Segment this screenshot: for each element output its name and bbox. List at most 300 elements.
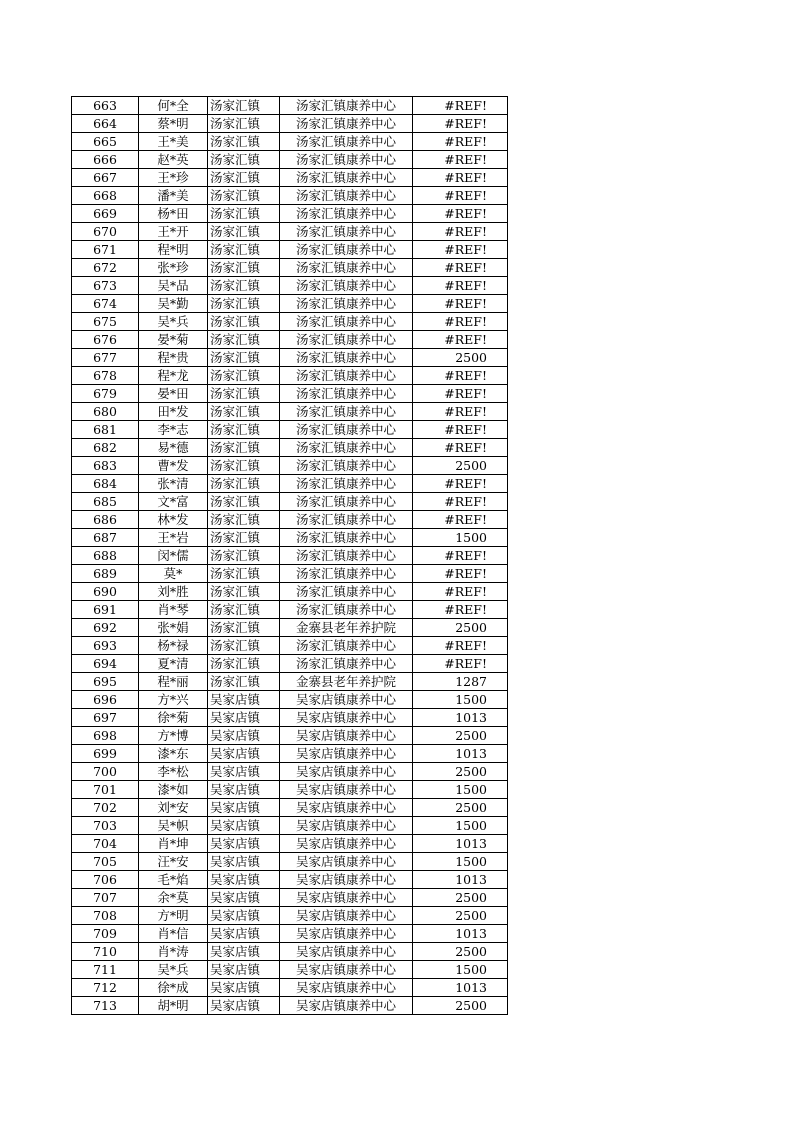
row-number-cell: 707 — [72, 889, 139, 907]
town-cell: 汤家汇镇 — [208, 475, 280, 493]
row-number-cell: 709 — [72, 925, 139, 943]
table-row — [72, 637, 508, 655]
row-number-cell: 695 — [72, 673, 139, 691]
row-number-cell: 696 — [72, 691, 139, 709]
institution-cell: 汤家汇镇康养中心 — [280, 277, 413, 295]
row-number-cell: 668 — [72, 187, 139, 205]
name-cell: 肖*坤 — [139, 835, 208, 853]
amount-cell: #REF! — [413, 115, 508, 133]
amount-cell: 1013 — [413, 745, 508, 763]
name-cell: 吴*勤 — [139, 295, 208, 313]
amount-cell: 2500 — [413, 619, 508, 637]
table-row — [72, 583, 508, 601]
row-number-cell: 704 — [72, 835, 139, 853]
name-cell: 张*清 — [139, 475, 208, 493]
town-cell: 汤家汇镇 — [208, 205, 280, 223]
amount-cell: #REF! — [413, 439, 508, 457]
institution-cell: 汤家汇镇康养中心 — [280, 655, 413, 673]
amount-cell: #REF! — [413, 223, 508, 241]
table-row — [72, 475, 508, 493]
row-number-cell: 673 — [72, 277, 139, 295]
town-cell: 汤家汇镇 — [208, 223, 280, 241]
name-cell: 王*珍 — [139, 169, 208, 187]
amount-cell: #REF! — [413, 295, 508, 313]
row-number-cell: 680 — [72, 403, 139, 421]
name-cell: 文*富 — [139, 493, 208, 511]
row-number-cell: 691 — [72, 601, 139, 619]
table-row — [72, 673, 508, 691]
row-number-cell: 703 — [72, 817, 139, 835]
amount-cell: 1500 — [413, 961, 508, 979]
table-row — [72, 853, 508, 871]
row-number-cell: 712 — [72, 979, 139, 997]
table-row — [72, 187, 508, 205]
name-cell: 刘*安 — [139, 799, 208, 817]
institution-cell: 汤家汇镇康养中心 — [280, 385, 413, 403]
name-cell: 潘*美 — [139, 187, 208, 205]
amount-cell: 1013 — [413, 835, 508, 853]
name-cell: 易*德 — [139, 439, 208, 457]
row-number-cell: 669 — [72, 205, 139, 223]
town-cell: 汤家汇镇 — [208, 385, 280, 403]
institution-cell: 汤家汇镇康养中心 — [280, 457, 413, 475]
data-table — [71, 96, 508, 1015]
name-cell: 程*龙 — [139, 367, 208, 385]
institution-cell: 吴家店镇康养中心 — [280, 763, 413, 781]
table-row — [72, 691, 508, 709]
institution-cell: 汤家汇镇康养中心 — [280, 421, 413, 439]
institution-cell: 吴家店镇康养中心 — [280, 871, 413, 889]
table-row — [72, 115, 508, 133]
table-row — [72, 403, 508, 421]
table-row — [72, 871, 508, 889]
row-number-cell: 699 — [72, 745, 139, 763]
row-number-cell: 685 — [72, 493, 139, 511]
name-cell: 吴*兵 — [139, 313, 208, 331]
town-cell: 汤家汇镇 — [208, 133, 280, 151]
town-cell: 汤家汇镇 — [208, 277, 280, 295]
town-cell: 吴家店镇 — [208, 997, 280, 1015]
institution-cell: 汤家汇镇康养中心 — [280, 313, 413, 331]
town-cell: 汤家汇镇 — [208, 529, 280, 547]
town-cell: 汤家汇镇 — [208, 637, 280, 655]
name-cell: 余*莫 — [139, 889, 208, 907]
name-cell: 吴*帜 — [139, 817, 208, 835]
name-cell: 曹*发 — [139, 457, 208, 475]
amount-cell: #REF! — [413, 169, 508, 187]
row-number-cell: 684 — [72, 475, 139, 493]
institution-cell: 汤家汇镇康养中心 — [280, 259, 413, 277]
institution-cell: 吴家店镇康养中心 — [280, 709, 413, 727]
name-cell: 李*志 — [139, 421, 208, 439]
town-cell: 吴家店镇 — [208, 709, 280, 727]
row-number-cell: 674 — [72, 295, 139, 313]
town-cell: 汤家汇镇 — [208, 493, 280, 511]
town-cell: 汤家汇镇 — [208, 367, 280, 385]
institution-cell: 汤家汇镇康养中心 — [280, 439, 413, 457]
amount-cell: #REF! — [413, 403, 508, 421]
amount-cell: 1013 — [413, 925, 508, 943]
town-cell: 汤家汇镇 — [208, 295, 280, 313]
institution-cell: 吴家店镇康养中心 — [280, 835, 413, 853]
amount-cell: #REF! — [413, 367, 508, 385]
table-row — [72, 547, 508, 565]
table-body — [72, 97, 508, 1015]
town-cell: 吴家店镇 — [208, 979, 280, 997]
name-cell: 杨*田 — [139, 205, 208, 223]
institution-cell: 汤家汇镇康养中心 — [280, 241, 413, 259]
institution-cell: 吴家店镇康养中心 — [280, 781, 413, 799]
row-number-cell: 664 — [72, 115, 139, 133]
row-number-cell: 666 — [72, 151, 139, 169]
amount-cell: #REF! — [413, 655, 508, 673]
amount-cell: 1013 — [413, 709, 508, 727]
town-cell: 汤家汇镇 — [208, 547, 280, 565]
table-row — [72, 835, 508, 853]
institution-cell: 汤家汇镇康养中心 — [280, 493, 413, 511]
amount-cell: 2500 — [413, 763, 508, 781]
institution-cell: 汤家汇镇康养中心 — [280, 565, 413, 583]
amount-cell: 2500 — [413, 349, 508, 367]
table-row — [72, 763, 508, 781]
name-cell: 肖*信 — [139, 925, 208, 943]
table-row — [72, 133, 508, 151]
name-cell: 李*松 — [139, 763, 208, 781]
institution-cell: 汤家汇镇康养中心 — [280, 349, 413, 367]
name-cell: 程*明 — [139, 241, 208, 259]
amount-cell: 2500 — [413, 997, 508, 1015]
name-cell: 莫* — [139, 565, 208, 583]
amount-cell: #REF! — [413, 511, 508, 529]
table-row — [72, 565, 508, 583]
town-cell: 汤家汇镇 — [208, 187, 280, 205]
row-number-cell: 665 — [72, 133, 139, 151]
row-number-cell: 688 — [72, 547, 139, 565]
name-cell: 林*发 — [139, 511, 208, 529]
name-cell: 肖*琴 — [139, 601, 208, 619]
town-cell: 汤家汇镇 — [208, 313, 280, 331]
table-row — [72, 169, 508, 187]
name-cell: 田*发 — [139, 403, 208, 421]
town-cell: 汤家汇镇 — [208, 457, 280, 475]
row-number-cell: 686 — [72, 511, 139, 529]
institution-cell: 金寨县老年养护院 — [280, 673, 413, 691]
amount-cell: 2500 — [413, 907, 508, 925]
institution-cell: 吴家店镇康养中心 — [280, 943, 413, 961]
amount-cell: #REF! — [413, 97, 508, 115]
table-row — [72, 781, 508, 799]
town-cell: 汤家汇镇 — [208, 655, 280, 673]
name-cell: 王*美 — [139, 133, 208, 151]
amount-cell: 1500 — [413, 529, 508, 547]
row-number-cell: 670 — [72, 223, 139, 241]
table-row — [72, 799, 508, 817]
amount-cell: #REF! — [413, 259, 508, 277]
row-number-cell: 698 — [72, 727, 139, 745]
row-number-cell: 710 — [72, 943, 139, 961]
table-row — [72, 367, 508, 385]
institution-cell: 汤家汇镇康养中心 — [280, 295, 413, 313]
amount-cell: #REF! — [413, 151, 508, 169]
table-row — [72, 619, 508, 637]
town-cell: 汤家汇镇 — [208, 241, 280, 259]
table-row — [72, 529, 508, 547]
amount-cell: 1013 — [413, 979, 508, 997]
table-row — [72, 943, 508, 961]
name-cell: 夏*清 — [139, 655, 208, 673]
row-number-cell: 689 — [72, 565, 139, 583]
town-cell: 吴家店镇 — [208, 799, 280, 817]
row-number-cell: 667 — [72, 169, 139, 187]
name-cell: 方*博 — [139, 727, 208, 745]
amount-cell: #REF! — [413, 187, 508, 205]
row-number-cell: 681 — [72, 421, 139, 439]
name-cell: 漆*东 — [139, 745, 208, 763]
name-cell: 何*全 — [139, 97, 208, 115]
town-cell: 汤家汇镇 — [208, 565, 280, 583]
table-row — [72, 421, 508, 439]
institution-cell: 吴家店镇康养中心 — [280, 925, 413, 943]
name-cell: 吴*兵 — [139, 961, 208, 979]
amount-cell: #REF! — [413, 313, 508, 331]
town-cell: 汤家汇镇 — [208, 601, 280, 619]
row-number-cell: 692 — [72, 619, 139, 637]
table-row — [72, 925, 508, 943]
row-number-cell: 701 — [72, 781, 139, 799]
amount-cell: 2500 — [413, 943, 508, 961]
town-cell: 汤家汇镇 — [208, 97, 280, 115]
table-row — [72, 511, 508, 529]
amount-cell: #REF! — [413, 331, 508, 349]
institution-cell: 吴家店镇康养中心 — [280, 817, 413, 835]
name-cell: 方*明 — [139, 907, 208, 925]
name-cell: 漆*如 — [139, 781, 208, 799]
amount-cell: 2500 — [413, 727, 508, 745]
institution-cell: 吴家店镇康养中心 — [280, 997, 413, 1015]
amount-cell: #REF! — [413, 583, 508, 601]
amount-cell: 2500 — [413, 457, 508, 475]
name-cell: 王*岩 — [139, 529, 208, 547]
table-row — [72, 655, 508, 673]
row-number-cell: 708 — [72, 907, 139, 925]
amount-cell: #REF! — [413, 601, 508, 619]
town-cell: 吴家店镇 — [208, 763, 280, 781]
institution-cell: 汤家汇镇康养中心 — [280, 97, 413, 115]
town-cell: 汤家汇镇 — [208, 151, 280, 169]
institution-cell: 汤家汇镇康养中心 — [280, 223, 413, 241]
institution-cell: 汤家汇镇康养中心 — [280, 169, 413, 187]
institution-cell: 吴家店镇康养中心 — [280, 745, 413, 763]
name-cell: 程*丽 — [139, 673, 208, 691]
table-row — [72, 241, 508, 259]
amount-cell: 2500 — [413, 799, 508, 817]
institution-cell: 汤家汇镇康养中心 — [280, 583, 413, 601]
row-number-cell: 677 — [72, 349, 139, 367]
amount-cell: 1287 — [413, 673, 508, 691]
name-cell: 晏*菊 — [139, 331, 208, 349]
amount-cell: 1500 — [413, 781, 508, 799]
amount-cell: 1500 — [413, 817, 508, 835]
institution-cell: 汤家汇镇康养中心 — [280, 133, 413, 151]
row-number-cell: 687 — [72, 529, 139, 547]
table-row — [72, 313, 508, 331]
row-number-cell: 678 — [72, 367, 139, 385]
row-number-cell: 700 — [72, 763, 139, 781]
name-cell: 程*贵 — [139, 349, 208, 367]
row-number-cell: 713 — [72, 997, 139, 1015]
row-number-cell: 705 — [72, 853, 139, 871]
table-row — [72, 385, 508, 403]
row-number-cell: 694 — [72, 655, 139, 673]
institution-cell: 汤家汇镇康养中心 — [280, 403, 413, 421]
name-cell: 徐*菊 — [139, 709, 208, 727]
town-cell: 吴家店镇 — [208, 691, 280, 709]
town-cell: 汤家汇镇 — [208, 421, 280, 439]
amount-cell: #REF! — [413, 637, 508, 655]
table-row — [72, 601, 508, 619]
town-cell: 吴家店镇 — [208, 907, 280, 925]
name-cell: 张*珍 — [139, 259, 208, 277]
institution-cell: 吴家店镇康养中心 — [280, 853, 413, 871]
town-cell: 吴家店镇 — [208, 889, 280, 907]
town-cell: 吴家店镇 — [208, 817, 280, 835]
town-cell: 吴家店镇 — [208, 745, 280, 763]
row-number-cell: 663 — [72, 97, 139, 115]
table-row — [72, 97, 508, 115]
town-cell: 吴家店镇 — [208, 835, 280, 853]
town-cell: 吴家店镇 — [208, 961, 280, 979]
institution-cell: 汤家汇镇康养中心 — [280, 547, 413, 565]
name-cell: 吴*品 — [139, 277, 208, 295]
amount-cell: #REF! — [413, 277, 508, 295]
institution-cell: 吴家店镇康养中心 — [280, 727, 413, 745]
name-cell: 胡*明 — [139, 997, 208, 1015]
town-cell: 汤家汇镇 — [208, 673, 280, 691]
amount-cell: #REF! — [413, 493, 508, 511]
row-number-cell: 676 — [72, 331, 139, 349]
institution-cell: 吴家店镇康养中心 — [280, 889, 413, 907]
amount-cell: #REF! — [413, 475, 508, 493]
institution-cell: 金寨县老年养护院 — [280, 619, 413, 637]
town-cell: 吴家店镇 — [208, 871, 280, 889]
row-number-cell: 672 — [72, 259, 139, 277]
table-row — [72, 277, 508, 295]
institution-cell: 汤家汇镇康养中心 — [280, 205, 413, 223]
town-cell: 吴家店镇 — [208, 727, 280, 745]
institution-cell: 吴家店镇康养中心 — [280, 979, 413, 997]
town-cell: 汤家汇镇 — [208, 331, 280, 349]
amount-cell: #REF! — [413, 421, 508, 439]
town-cell: 汤家汇镇 — [208, 583, 280, 601]
institution-cell: 汤家汇镇康养中心 — [280, 187, 413, 205]
table-row — [72, 205, 508, 223]
amount-cell: #REF! — [413, 385, 508, 403]
town-cell: 汤家汇镇 — [208, 115, 280, 133]
town-cell: 吴家店镇 — [208, 853, 280, 871]
table-row — [72, 979, 508, 997]
amount-cell: 2500 — [413, 889, 508, 907]
amount-cell: #REF! — [413, 205, 508, 223]
institution-cell: 汤家汇镇康养中心 — [280, 511, 413, 529]
institution-cell: 汤家汇镇康养中心 — [280, 151, 413, 169]
row-number-cell: 690 — [72, 583, 139, 601]
institution-cell: 吴家店镇康养中心 — [280, 961, 413, 979]
town-cell: 汤家汇镇 — [208, 619, 280, 637]
name-cell: 赵*英 — [139, 151, 208, 169]
table-row — [72, 151, 508, 169]
town-cell: 汤家汇镇 — [208, 169, 280, 187]
row-number-cell: 675 — [72, 313, 139, 331]
table-row — [72, 907, 508, 925]
row-number-cell: 682 — [72, 439, 139, 457]
institution-cell: 汤家汇镇康养中心 — [280, 115, 413, 133]
table-row — [72, 259, 508, 277]
town-cell: 汤家汇镇 — [208, 259, 280, 277]
institution-cell: 吴家店镇康养中心 — [280, 799, 413, 817]
town-cell: 汤家汇镇 — [208, 403, 280, 421]
row-number-cell: 711 — [72, 961, 139, 979]
institution-cell: 吴家店镇康养中心 — [280, 691, 413, 709]
row-number-cell: 702 — [72, 799, 139, 817]
row-number-cell: 683 — [72, 457, 139, 475]
institution-cell: 汤家汇镇康养中心 — [280, 601, 413, 619]
name-cell: 闵*儒 — [139, 547, 208, 565]
table-row — [72, 709, 508, 727]
name-cell: 肖*涛 — [139, 943, 208, 961]
row-number-cell: 693 — [72, 637, 139, 655]
amount-cell: #REF! — [413, 565, 508, 583]
amount-cell: 1500 — [413, 853, 508, 871]
town-cell: 吴家店镇 — [208, 943, 280, 961]
institution-cell: 汤家汇镇康养中心 — [280, 331, 413, 349]
row-number-cell: 697 — [72, 709, 139, 727]
amount-cell: 1500 — [413, 691, 508, 709]
table-row — [72, 439, 508, 457]
institution-cell: 吴家店镇康养中心 — [280, 907, 413, 925]
town-cell: 吴家店镇 — [208, 925, 280, 943]
amount-cell: #REF! — [413, 241, 508, 259]
table-row — [72, 349, 508, 367]
amount-cell: #REF! — [413, 133, 508, 151]
table-row — [72, 745, 508, 763]
institution-cell: 汤家汇镇康养中心 — [280, 367, 413, 385]
town-cell: 汤家汇镇 — [208, 439, 280, 457]
name-cell: 方*兴 — [139, 691, 208, 709]
name-cell: 晏*田 — [139, 385, 208, 403]
name-cell: 蔡*明 — [139, 115, 208, 133]
name-cell: 杨*禄 — [139, 637, 208, 655]
name-cell: 汪*安 — [139, 853, 208, 871]
table-row — [72, 493, 508, 511]
table-row — [72, 457, 508, 475]
town-cell: 汤家汇镇 — [208, 511, 280, 529]
amount-cell: 1013 — [413, 871, 508, 889]
town-cell: 吴家店镇 — [208, 781, 280, 799]
row-number-cell: 679 — [72, 385, 139, 403]
table-row — [72, 817, 508, 835]
name-cell: 王*开 — [139, 223, 208, 241]
institution-cell: 汤家汇镇康养中心 — [280, 529, 413, 547]
institution-cell: 汤家汇镇康养中心 — [280, 475, 413, 493]
table-row — [72, 331, 508, 349]
name-cell: 徐*成 — [139, 979, 208, 997]
row-number-cell: 671 — [72, 241, 139, 259]
table-row — [72, 223, 508, 241]
name-cell: 张*娟 — [139, 619, 208, 637]
table-row — [72, 295, 508, 313]
name-cell: 毛*焰 — [139, 871, 208, 889]
row-number-cell: 706 — [72, 871, 139, 889]
